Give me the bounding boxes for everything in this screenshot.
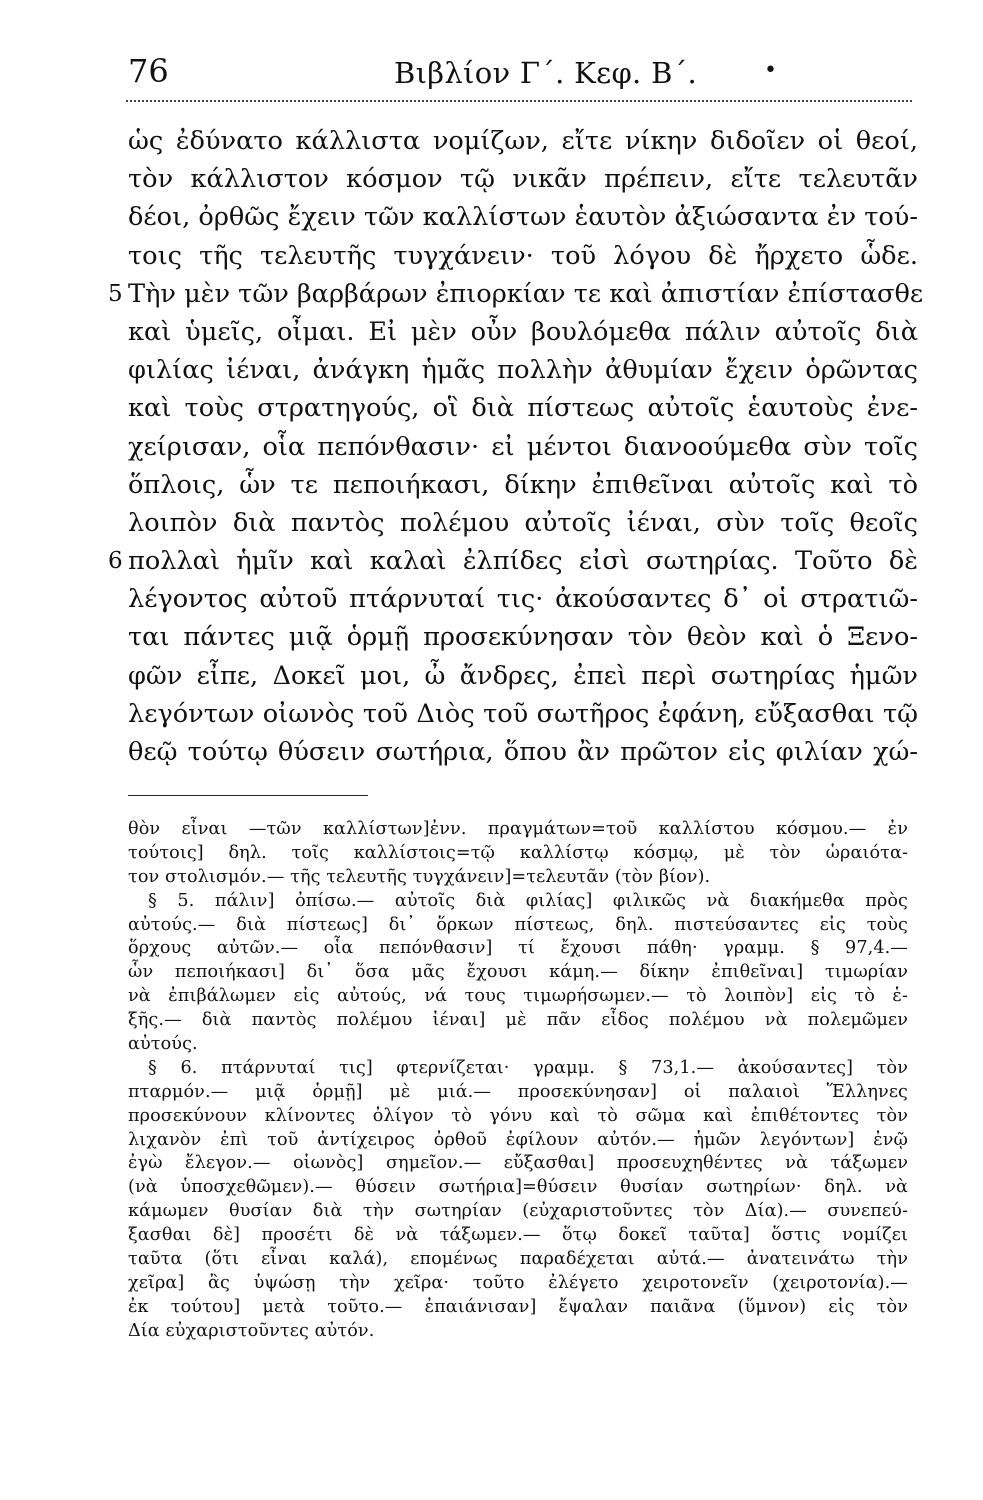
text-line <box>128 351 918 389</box>
footnote-line: λιχανὸν ἐπὶ τοῦ ἀντίχειρος ὀρθοῦ ἐφίλουν αὐτόν.— ἡμῶν λεγόντων] ἐνῷ <box>128 1129 908 1150</box>
text-line-content: ὅπλοις, ὧν τε πεποιήκασι, δίκην ἐπιθεῖναι αὐτοῖς καὶ τὸ <box>128 469 918 500</box>
footnote-line: ταῦτα (ὅτι εἶναι καλά), επομένως παραδέχεται αὐτά.— ἀνατεινάτω τὴν <box>128 1249 908 1270</box>
text-line <box>128 237 918 275</box>
footnote-line: ξῆς.— διὰ παντὸς πολέμου ἰέναι] μὲ πᾶν εἶδος πολέμου νὰ πολεμῶμεν <box>128 1010 908 1031</box>
text-line <box>108 275 924 313</box>
page-number: 76 <box>128 52 169 90</box>
section-number: 6 <box>108 548 123 575</box>
footnote-line: ὧν πεποιήκασι] δι᾽ ὅσα μᾶς ἔχουσι κάμη.— δίκην ἐπιθεῖναι] τιμωρίαν <box>128 962 908 983</box>
footnote-line: προσεκύνουν κλίνοντες ὀλίγον τὸ γόνυ καὶ τὸ σῶμα καὶ ἐπιθέτοντες τὸν <box>128 1105 908 1126</box>
main-text <box>108 122 924 771</box>
text-line-content: ὡς ἐδύνατο κάλλιστα νομίζων, εἴτε νίκην διδοῖεν οἱ θεοί, <box>128 126 918 156</box>
text-line-content: πολλαὶ ἡμῖν καὶ καλαὶ ἐλπίδες εἰσὶ σωτηρίας. Τοῦτο δὲ <box>128 546 918 577</box>
text-line <box>128 466 918 504</box>
text-line-content: ται πάντες μιᾷ ὁρμῇ προσεκύνησαν τὸν θεὸν καὶ ὁ Ξενο- <box>128 622 918 653</box>
footnote-line: ἐκ τούτου] μετὰ τοῦτο.— ἐπαιάνισαν] ἔψαλαν παιᾶνα (ὕμνον) εἰς τὸν <box>128 1296 908 1317</box>
footnote-line: αὐτούς. <box>128 1034 198 1055</box>
text-line-content: θεῷ τούτῳ θύσειν σωτήρια, ὅπου ἂν πρῶτον εἰς φιλίαν χώ- <box>128 737 918 767</box>
text-line-content: δέοι, ὀρθῶς ἔχειν τῶν καλλίστων ἑαυτὸν ἀξιώσαντα ἐν τού- <box>128 202 918 233</box>
footnote-line: ὅρχους αὐτῶν.— οἷα πεπόνθασιν] τί ἔχουσι πάθη· γραμμ. § 97,4.— <box>128 938 908 959</box>
footnote-separator <box>128 795 368 796</box>
footnote-line: χεῖρα] ἂς ὑψώσῃ τὴν χεῖρα· τοῦτο ἐλέγετο χειροτονεῖν (χειροτονία).— <box>128 1272 908 1293</box>
footnote-line: ἐγὼ ἔλεγον.— οἰωνὸς] σημεῖον.— εὔξασθαι] προσευχηθέντες νὰ τάξωμεν <box>128 1153 908 1174</box>
text-line <box>128 160 918 198</box>
text-line <box>128 504 918 542</box>
footnote-line: κάμωμεν θυσίαν διὰ τὴν σωτηρίαν (εὐχαριστοῦντες τὸν Δία).— συνεπεύ- <box>128 1201 908 1222</box>
text-line-content: λέγοντος αὐτοῦ πτάρνυταί τις· ἀκούσαντες δ᾽ οἱ στρατιῶ- <box>128 584 918 615</box>
footnote-line: § 6. πτάρνυταί τις] φτερνίζεται· γραμμ. § 73,1.— ἀκούσαντες] τὸν <box>148 1057 908 1078</box>
footnote-line: Δία εὐχαριστοῦντες αὐτόν. <box>128 1320 375 1341</box>
footnote-line: νὰ ἐπιβάλωμεν εἰς αὐτούς, νά τους τιμωρήσωμεν.— τὸ λοιπὸν] εἰς τὸ ἑ- <box>128 986 908 1007</box>
text-line <box>128 733 918 771</box>
footnote-line: § 5. πάλιν] ὀπίσω.— αὐτοῖς διὰ φιλίας] φιλικῶς νὰ διακήμεθα πρὸς <box>148 890 908 911</box>
footnote-line: τον στολισμόν.— τῆς τελευτῆς τυγχάνειν]=τελευτᾶν (τὸν βίον). <box>128 866 711 887</box>
text-line <box>128 198 918 236</box>
text-line-content: φιλίας ἰέναι, ἀνάγκη ἡμᾶς πολλὴν ἀθυμίαν ἔχειν ὁρῶντας <box>128 355 918 386</box>
text-line-content: Τὴν μὲν τῶν βαρβάρων ἐπιορκίαν τε καὶ ἀπιστίαν ἐπίστασθε <box>128 278 924 309</box>
text-line <box>128 580 918 618</box>
text-line <box>128 313 918 351</box>
footnote-line: (νὰ ὑποσχεθῶμεν).— θύσειν σωτήρια]=θύσειν θυσίαν σωτηρίων· δηλ. νὰ <box>128 1177 908 1198</box>
footnote-line: τούτοις] δηλ. τοῖς καλλίστοις=τῷ καλλίστῳ κόσμῳ, μὲ τὸν ὡραιότα- <box>128 842 908 863</box>
footnotes <box>128 818 908 1344</box>
text-line-content: καὶ ὑμεῖς, οἶμαι. Εἰ μὲν οὖν βουλόμεθα πάλιν αὐτοῖς διὰ <box>128 316 918 347</box>
footnote-line: αὐτούς.— διὰ πίστεως] δι᾽ ὅρκων πίστεως, δηλ. πιστεύσαντες εἰς τοὺς <box>128 914 908 935</box>
text-line-content: τοις τῆς τελευτῆς τυγχάνειν· τοῦ λόγου δὲ ἤρχετο ὧδε. <box>128 240 918 271</box>
footnote-line: θὸν εἶναι —τῶν καλλίστων]ἐνν. πραγμάτων=τοῦ καλλίστου κόσμου.— ἐν <box>128 819 908 839</box>
text-line <box>128 657 918 695</box>
page-header <box>0 52 983 100</box>
text-line <box>108 542 918 580</box>
text-line <box>128 695 918 733</box>
header-rule <box>126 100 912 102</box>
text-line <box>128 618 918 656</box>
header-ornament: • <box>764 58 777 83</box>
text-line-content: λοιπὸν διὰ παντὸς πολέμου αὐτοῖς ἰέναι, σὺν τοῖς θεοῖς <box>128 507 918 538</box>
text-line <box>128 389 918 427</box>
text-line-content: τὸν κάλλιστον κόσμον τῷ νικᾶν πρέπειν, εἴτε τελευτᾶν <box>128 164 918 195</box>
text-line <box>128 122 918 160</box>
text-line-content: λεγόντων οἰωνὸς τοῦ Διὸς τοῦ σωτῆρος ἐφάνη, εὔξασθαι τῷ <box>128 698 918 729</box>
footnote-line: πταρμόν.— μιᾷ ὁρμῇ] μὲ μιά.— προσεκύνησαν] οἱ παλαιοὶ Ἕλληνες <box>128 1081 908 1102</box>
section-number: 5 <box>108 280 123 307</box>
text-line-content: χείρισαν, οἷα πεπόνθασιν· εἰ μέντοι διανοούμεθα σὺν τοῖς <box>128 431 918 462</box>
text-line-content: καὶ τοὺς στρατηγούς, οἳ διὰ πίστεως αὐτοῖς ἑαυτοὺς ἐνε- <box>128 393 918 424</box>
text-line-content: φῶν εἶπε, Δοκεῖ μοι, ὦ ἄνδρες, ἐπεὶ περὶ σωτηρίας ἡμῶν <box>128 660 918 691</box>
text-line <box>128 428 918 466</box>
running-title: Βιβλίον Γ΄. Κεφ. Β΄. <box>394 56 698 90</box>
footnote-line: ξασθαι δὲ] προσέτι δὲ νὰ τάξωμεν.— ὅτῳ δοκεῖ ταῦτα] ὅστις νομίζει <box>128 1225 908 1246</box>
